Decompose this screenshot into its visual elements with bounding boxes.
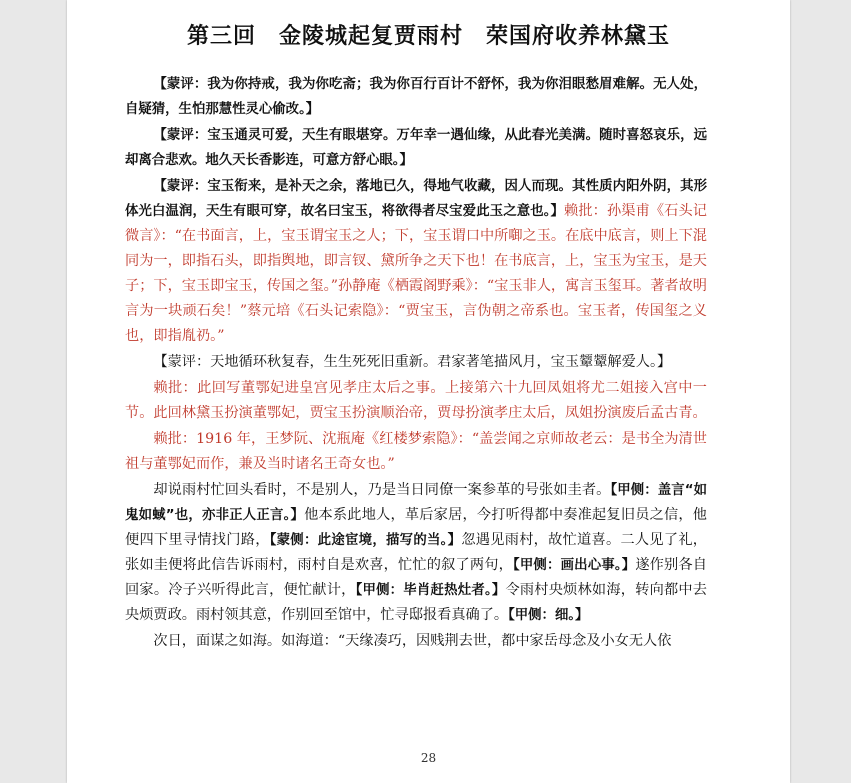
paragraph — [125, 72, 707, 122]
commentary-bold: 【甲侧：细。】 — [508, 608, 589, 623]
commentary-bold: 【蒙评：宝玉通灵可爱，天生有眼堪穿。万年幸一遇仙缘，从此春光美满。随时喜怒哀乐，远却离合悲欢。地久天长香影连，可意方舒心眼。】 — [125, 128, 707, 168]
paragraph — [125, 376, 707, 426]
paragraph — [125, 629, 707, 654]
commentary-bold: 【蒙评：宝玉衔来，是补天之余，落地已久，得地气收藏，因人而现。其性质内阳外阴，其形体光白温润，天生有眼可穿，故名曰宝玉，将欲得者尽宝爱此玉之意也。】 — [125, 179, 707, 219]
commentary-bold: 【甲侧：盖言“如鬼如蜮”也，亦非正人正言。】 — [125, 483, 707, 523]
commentary-bold: 【蒙评：我为你持戒，我为你吃斋；我为你百行百计不舒怀，我为你泪眼愁眉难解。无人处，自疑猜，生怕那慧性灵心偷改。】 — [125, 77, 707, 117]
text-run: 令雨村央烦林如海，转向都中去央烦贾政。雨村领其意，作别回至馆中，忙寻邸报看真确了。 — [125, 582, 707, 623]
chapter-title: 第三回 金陵城起复贾雨村 荣国府收养林黛玉 — [186, 24, 670, 49]
commentary-bold: 【甲侧：毕肖赶热灶者。】 — [355, 583, 506, 598]
chapter-body — [125, 72, 707, 655]
commentary-red: 赖批：此回写董鄂妃进皇宫见孝庄太后之事。上接第六十九回凤姐将尤二姐接入宫中一节。此回林黛玉扮演董鄂妃，贾宝玉扮演顺治帝，贾母扮演孝庄太后，凤姐扮演废后孟古青。 — [125, 380, 707, 421]
commentary-plain: 【蒙评：天地循环秋复春，生生死死旧重新。君家著笔描风月，宝玉颦颦解爱人。】 — [153, 354, 672, 370]
commentary-red: 赖批：1916 年，王梦阮、沈瓶庵《红楼梦索隐》：“盖尝闻之京师故老云：是书全为清世祖与董鄂妃而作，兼及当时诸名王奇女也。” — [125, 431, 707, 472]
commentary-bold: 【甲侧：画出心事。】 — [512, 558, 636, 573]
text-run: 忽遇见雨村，故忙道喜。二人见了礼，张如圭便将此信告诉雨村，雨村自是欢喜，忙忙的叙了两句， — [125, 532, 707, 573]
paragraph — [125, 427, 707, 477]
text-run: 却说雨村忙回头看时，不是别人，乃是当日同僚一案参革的号张如圭者。 — [153, 482, 611, 498]
text-run: 他本系此地人，革后家居，今打听得都中奏准起复旧员之信，他便四下里寻情找门路， — [125, 507, 707, 548]
document-page — [67, 0, 790, 783]
page-number: 28 — [420, 751, 437, 765]
paragraph — [125, 350, 707, 375]
commentary-bold: 【蒙侧：此途宦境，描写的当。】 — [269, 533, 462, 548]
paragraph — [125, 123, 707, 173]
commentary-red: 赖批：孙渠甫《石头记微言》：“在书面言，上，宝玉谓宝玉之人；下，宝玉谓口中所啣之玉。在底中底言，则上下混同为一，即指石头，即指舆地，即言钗、黛所争之天下也！在书底言，上，宝玉为宝玉，是天子；下，宝玉即宝玉，传国之玺。”孙静庵《栖霞阁野乘》：“宝玉非人，寓言玉玺耳。著者故明言为一块顽石矣！”蔡元培《石头记索隐》：“贾宝玉，言伪朝之帝系也。宝玉者，传国玺之义也，即指胤礽。” — [125, 203, 707, 344]
paragraph — [125, 174, 707, 349]
paragraph — [125, 478, 707, 628]
text-run: 遂作别各自回家。冷子兴听得此言，便忙献计， — [125, 557, 707, 598]
text-run: 次日，面谋之如海。如海道：“天缘凑巧，因贱荆去世，都中家岳母念及小女无人依 — [153, 633, 672, 649]
